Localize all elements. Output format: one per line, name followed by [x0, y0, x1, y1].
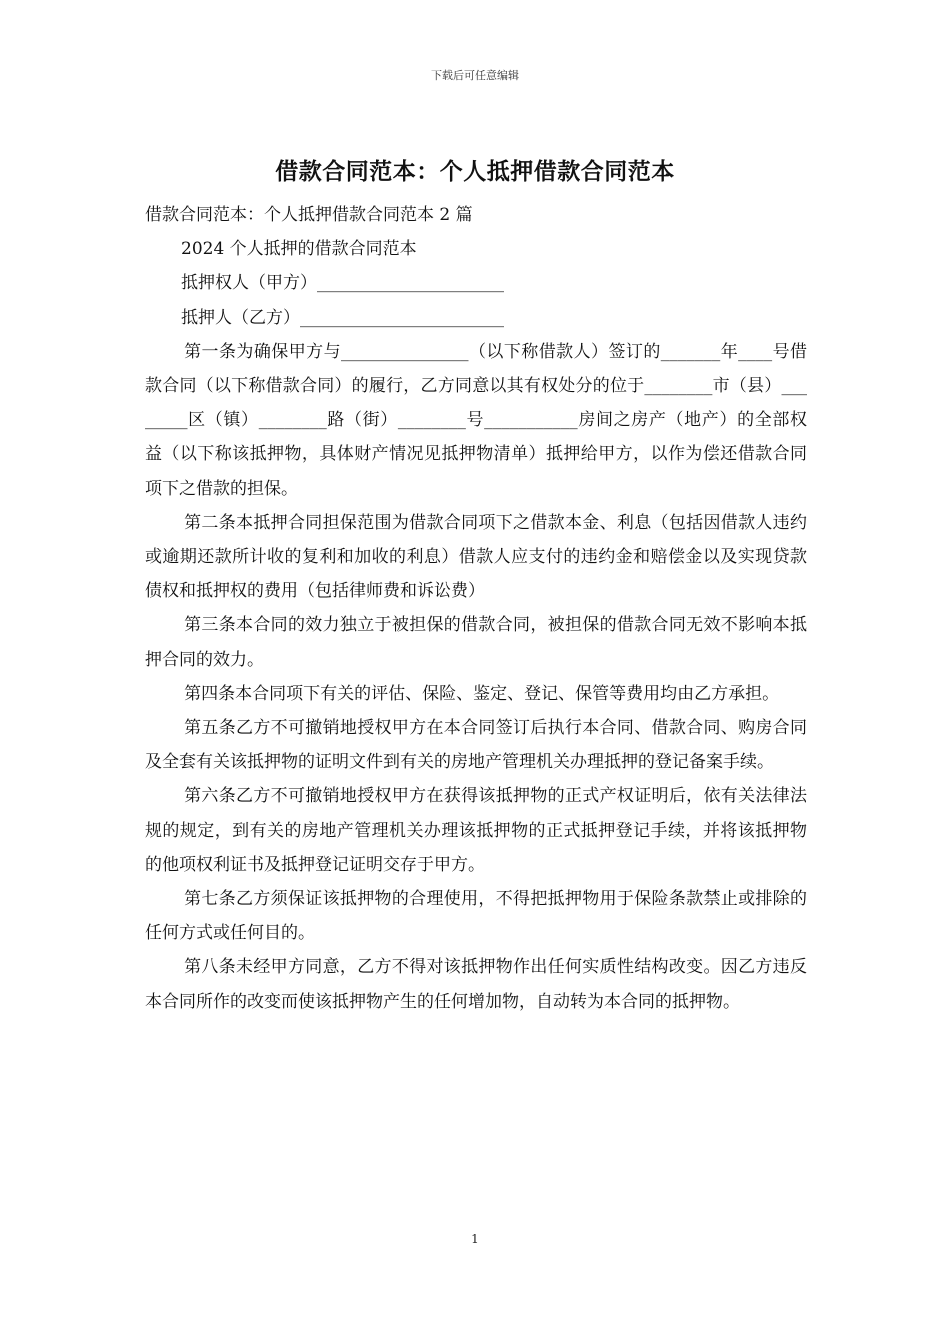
- clause-2: 第二条本抵押合同担保范围为借款合同项下之借款本金、利息（包括因借款人违约或逾期还款所计收的复利和加收的利息）借款人应支付的违约金和赔偿金以及实现贷款债权和抵押权的费用（包括律师费和诉讼费）: [145, 512, 807, 602]
- clause-1: 第一条为确保甲方与_______________（以下称借款人）签订的_______年____号借款合同（以下称借款合同）的履行，乙方同意以其有权处分的位于________市（县）________区（镇）________路（街）________号___________房间之房产（地产）的全部权益（以下称该抵押物，具体财产情况见抵押物清单）抵押给甲方，以作为偿还借款合同项下之借款的担保。: [145, 341, 807, 499]
- document-body: [145, 198, 807, 1019]
- header-note: 下载后可任意编辑: [431, 69, 519, 82]
- mortgagee-line: 抵押权人（甲方）______________________: [181, 273, 504, 294]
- contract-heading: 2024 个人抵押的借款合同范本: [181, 239, 417, 260]
- page-number: 1: [471, 1232, 479, 1246]
- clause-6: 第六条乙方不可撤销地授权甲方在获得该抵押物的正式产权证明后，依有关法律法规的规定，到有关的房地产管理机关办理该抵押物的正式抵押登记手续，并将该抵押物的他项权利证书及抵押登记证明交存于甲方。: [145, 786, 807, 875]
- clause-4: 第四条本合同项下有关的评估、保险、鉴定、登记、保管等费用均由乙方承担。: [184, 683, 780, 704]
- mortgagor-line: 抵押人（乙方）________________________: [181, 307, 504, 328]
- clause-3: 第三条本合同的效力独立于被担保的借款合同，被担保的借款合同无效不影响本抵押合同的效力。: [145, 615, 807, 670]
- document-title: 借款合同范本：个人抵押借款合同范本: [275, 158, 675, 185]
- clause-8: 第八条未经甲方同意，乙方不得对该抵押物作出任何实质性结构改变。因乙方违反本合同所作的改变而使该抵押物产生的任何增加物，自动转为本合同的抵押物。: [145, 957, 807, 1012]
- clause-5: 第五条乙方不可撤销地授权甲方在本合同签订后执行本合同、借款合同、购房合同及全套有关该抵押物的证明文件到有关的房地产管理机关办理抵押的登记备案手续。: [145, 718, 807, 773]
- clause-7: 第七条乙方须保证该抵押物的合理使用，不得把抵押物用于保险条款禁止或排除的任何方式或任何目的。: [145, 889, 807, 944]
- document-subtitle: 借款合同范本：个人抵押借款合同范本 2 篇: [145, 205, 473, 225]
